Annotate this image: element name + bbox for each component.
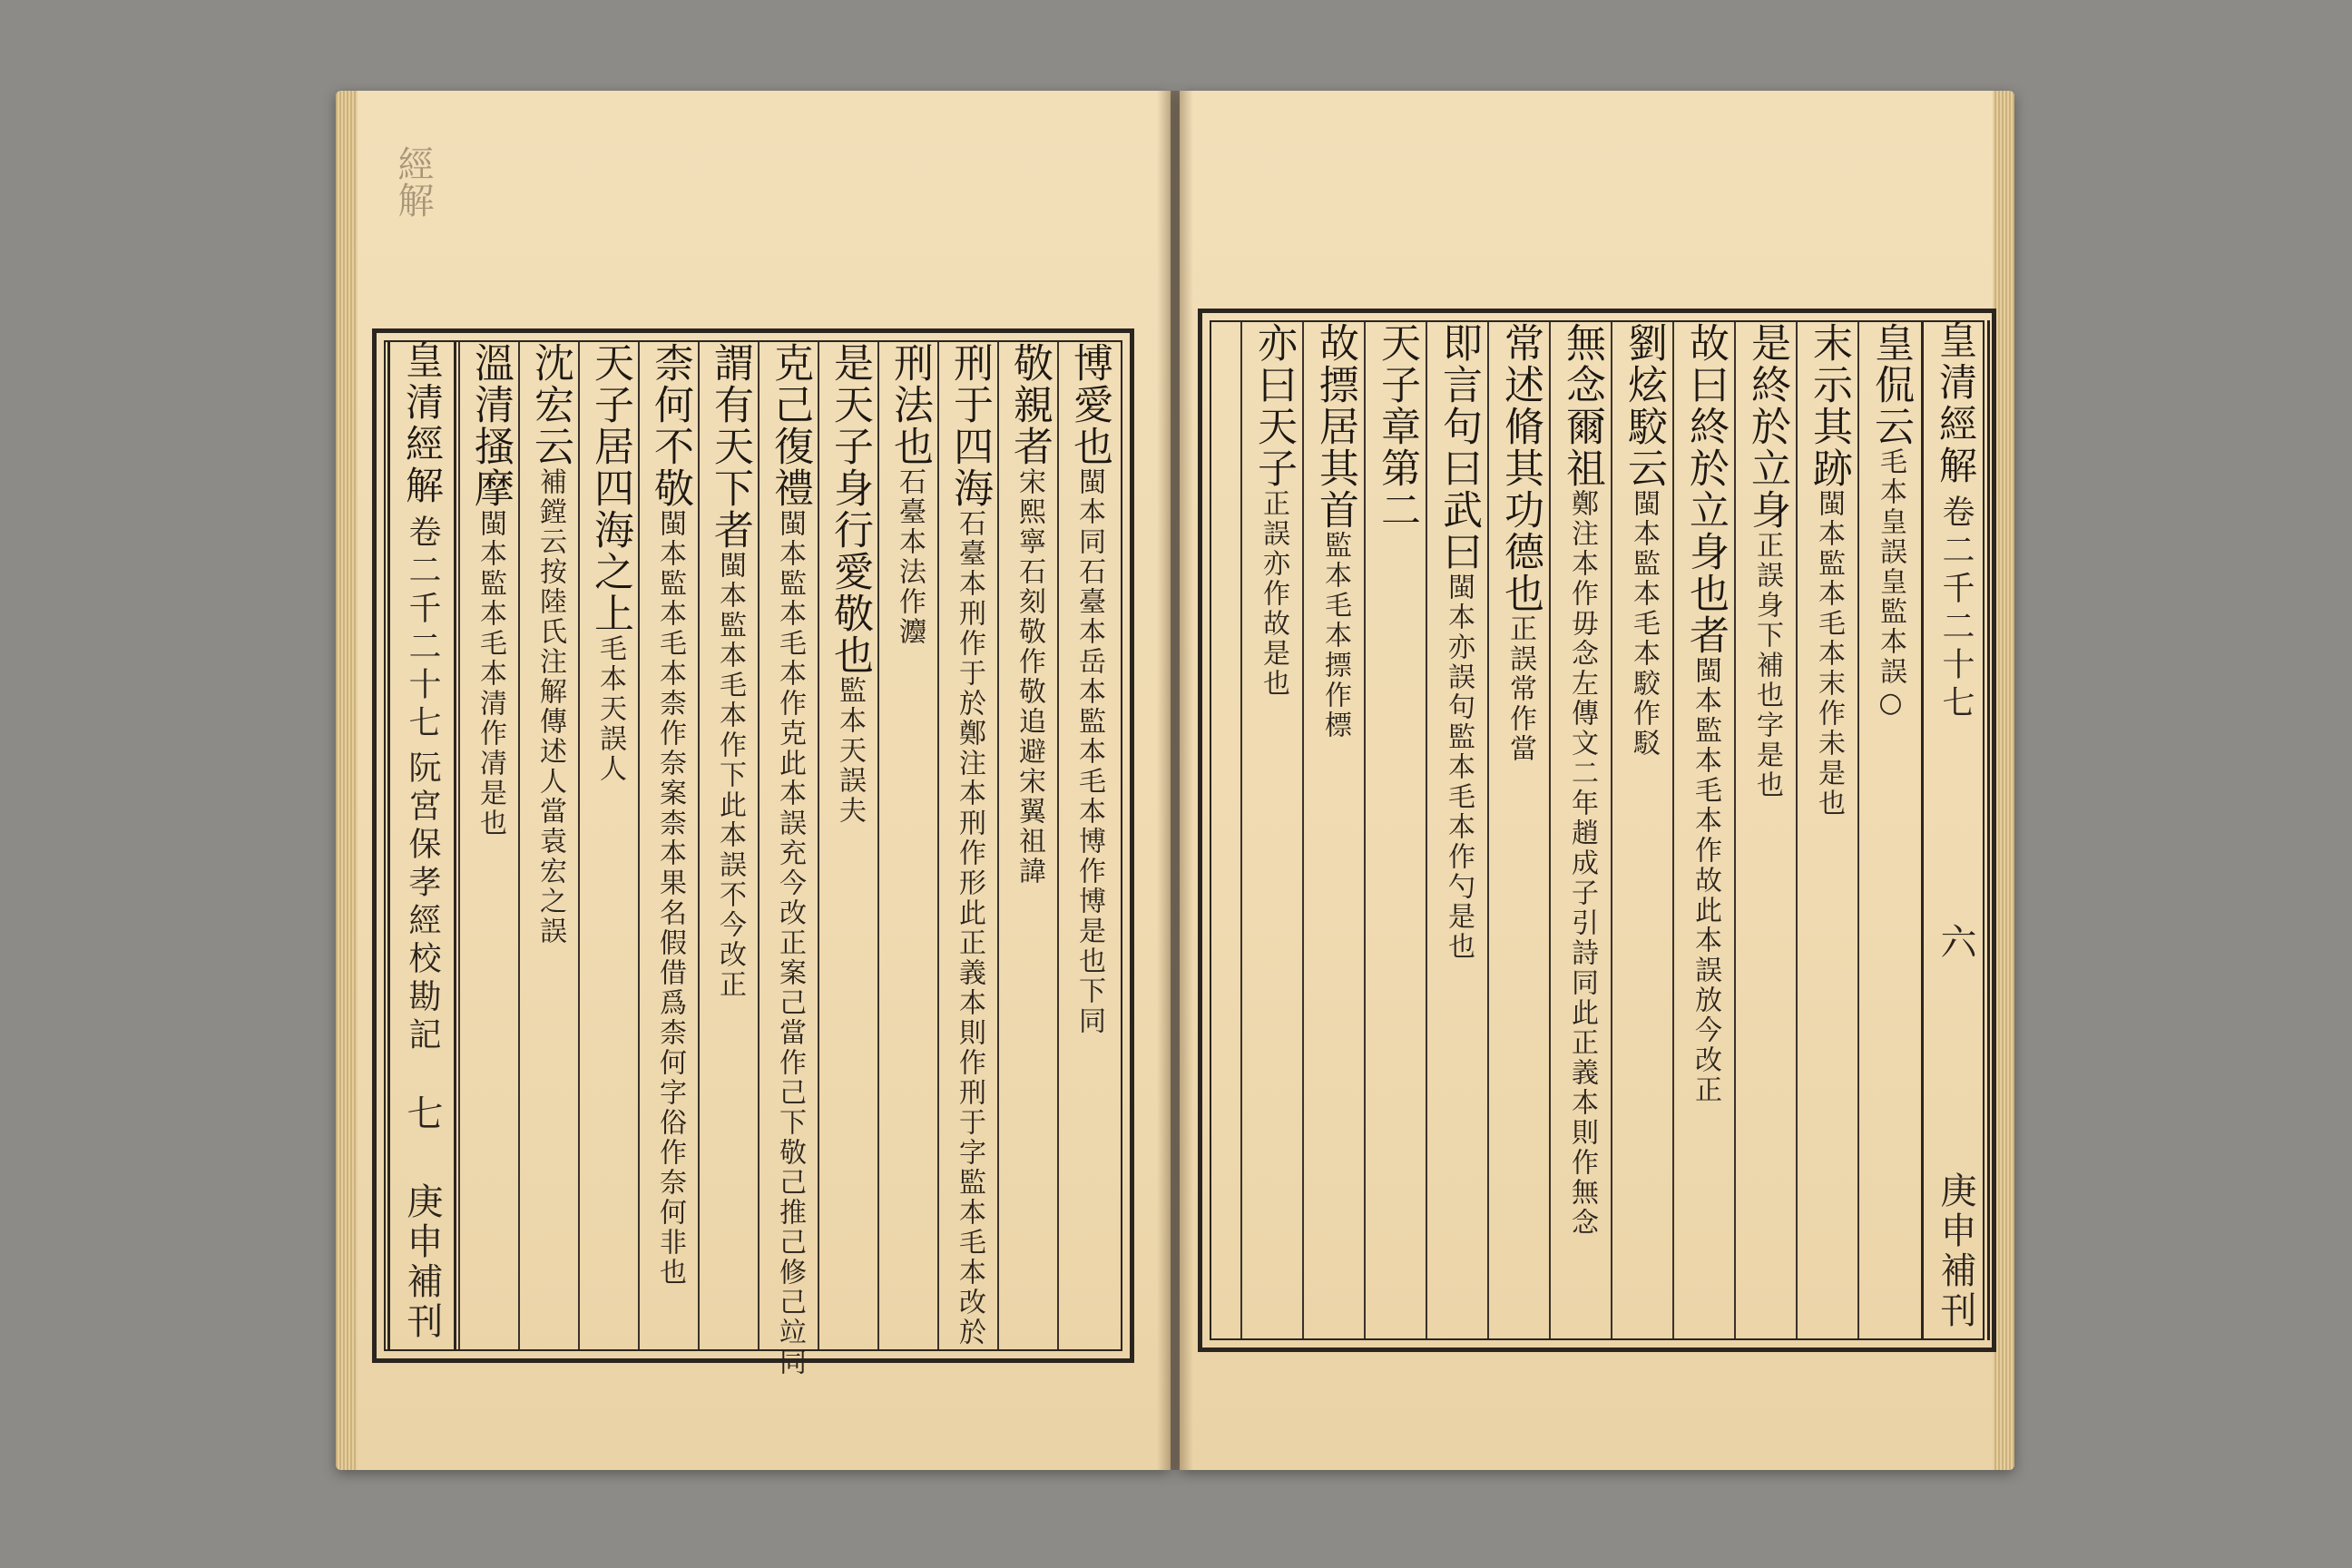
text-column	[1487, 322, 1551, 1338]
right-banner-column	[1921, 320, 1990, 1340]
text-column	[818, 342, 879, 1349]
bleed-through-text: 經解	[392, 145, 434, 218]
column-main-text: 是天子身行愛敬也	[827, 342, 873, 676]
column-note-text: 補鏜云按陸氏注解傳述人當袁宏之誤	[534, 467, 566, 946]
column-main-text: 是終於立身	[1744, 322, 1790, 531]
text-column	[1796, 322, 1859, 1338]
page-edge-left	[336, 91, 358, 1470]
text-column	[1857, 322, 1921, 1338]
column-note-text: 毛本皇誤皇監本誤○	[1875, 447, 1906, 721]
column-main-text: 克己復禮	[767, 342, 813, 509]
banner-note: 庚申補刊	[1935, 1171, 1976, 1331]
column-note-text: 監本天誤夫	[834, 676, 866, 826]
column-main-text: 天子居四海之上	[587, 342, 633, 634]
column-main-text: 無念爾祖	[1559, 322, 1605, 489]
text-column	[638, 342, 700, 1349]
column-main-text: 謂有天下者	[707, 342, 753, 551]
column-note-text: 閩本監本毛本清作凊是也	[475, 509, 506, 838]
column-note-text: 閩本監本毛本作下此本誤不今改正	[714, 551, 746, 1000]
text-column	[877, 342, 939, 1349]
column-note-text: 監本毛本摽作標	[1319, 531, 1351, 740]
text-column	[1057, 342, 1119, 1349]
column-main-text: 敬親者	[1006, 342, 1053, 467]
column-note-text: 閩本監本毛本駮作駁	[1628, 489, 1660, 759]
text-column	[1426, 322, 1489, 1338]
column-main-text: 皇侃云	[1867, 322, 1914, 447]
text-column	[578, 342, 640, 1349]
text-column	[698, 342, 760, 1349]
text-column	[997, 342, 1059, 1349]
column-note-text: 正誤身下補也字是也	[1751, 531, 1783, 800]
left-text-frame	[372, 328, 1134, 1377]
text-column	[1734, 322, 1798, 1338]
column-main-text: 沈宏云	[527, 342, 573, 467]
text-column	[1302, 322, 1366, 1338]
right-text-frame	[1198, 309, 1996, 1352]
text-column	[937, 342, 999, 1349]
column-main-text: 刑于四海	[946, 342, 993, 509]
text-column	[1672, 322, 1736, 1338]
column-main-text: 常述脩其功德也	[1497, 322, 1544, 614]
column-main-text: 故曰終於立身也者	[1682, 322, 1729, 656]
column-main-text: 刑法也	[887, 342, 933, 467]
left-page	[336, 91, 1171, 1470]
column-note-text: 閩本監本毛本柰作奈案柰本果名假借爲柰何字俗作奈何非也	[654, 509, 686, 1288]
banner-folio: 六	[1935, 923, 1976, 963]
column-note-text: 正誤亦作故是也	[1258, 489, 1289, 699]
column-main-text: 劉炫駮云	[1621, 322, 1667, 489]
column-note-text: 宋熙寧石刻敬作敬追避宋翼祖諱	[1014, 467, 1045, 887]
banner-volume: 卷二千二十七	[404, 514, 441, 743]
column-note-text: 毛本天誤人	[594, 634, 626, 784]
column-note-text: 正誤常作當	[1504, 614, 1536, 764]
column-note-text: 石臺本刑作于於鄭注本刑作形此正義本則作刑于字監本毛本改於	[954, 509, 985, 1348]
column-main-text: 故摽居其首	[1312, 322, 1358, 531]
column-main-text: 末示其跡	[1806, 322, 1852, 489]
column-main-text: 亦曰天子	[1250, 322, 1297, 489]
text-column	[1240, 322, 1304, 1338]
text-column	[758, 342, 819, 1377]
left-banner-column	[387, 340, 456, 1351]
banner-folio: 七	[401, 1094, 443, 1134]
column-main-text: 博愛也	[1066, 342, 1112, 467]
column-main-text: 溫清搔摩	[467, 342, 514, 509]
column-main-text: 天子章第二	[1374, 322, 1420, 531]
text-column	[518, 342, 580, 1349]
book-gutter	[1157, 91, 1193, 1470]
column-note-text: 閩本同石臺本岳本監本毛本博作博是也下同	[1073, 467, 1105, 1036]
column-note-text: 石臺本法作灋	[894, 467, 926, 647]
text-column	[1364, 322, 1427, 1338]
column-main-text: 即言句曰武曰	[1436, 322, 1482, 573]
banner-note: 庚申補刊	[401, 1182, 443, 1342]
banner-work: 阮宮保孝經校勘記	[404, 750, 441, 1055]
banner-title: 皇清經解	[1934, 320, 1978, 487]
open-book	[336, 91, 2014, 1470]
column-main-text: 柰何不敬	[647, 342, 693, 509]
text-column	[1611, 322, 1674, 1338]
banner-volume: 卷二千二十七	[1937, 495, 1975, 723]
column-note-text: 閩本亦誤句監本毛本作勺是也	[1443, 573, 1475, 962]
column-note-text: 閩本監本毛本作克此本誤充今改正案己當作己下敬己推己修己竝同	[774, 509, 806, 1377]
column-note-text: 鄭注本作毋念左傳文二年趙成子引詩同此正義本則作無念	[1566, 489, 1598, 1238]
text-column	[1549, 322, 1612, 1338]
column-note-text: 閩本監本毛本作故此本誤放今改正	[1690, 656, 1721, 1105]
column-note-text: 閩本監本毛本末作未是也	[1813, 489, 1845, 818]
banner-title: 皇清經解	[400, 340, 445, 507]
text-column	[458, 342, 520, 1349]
right-page	[1180, 91, 2014, 1470]
